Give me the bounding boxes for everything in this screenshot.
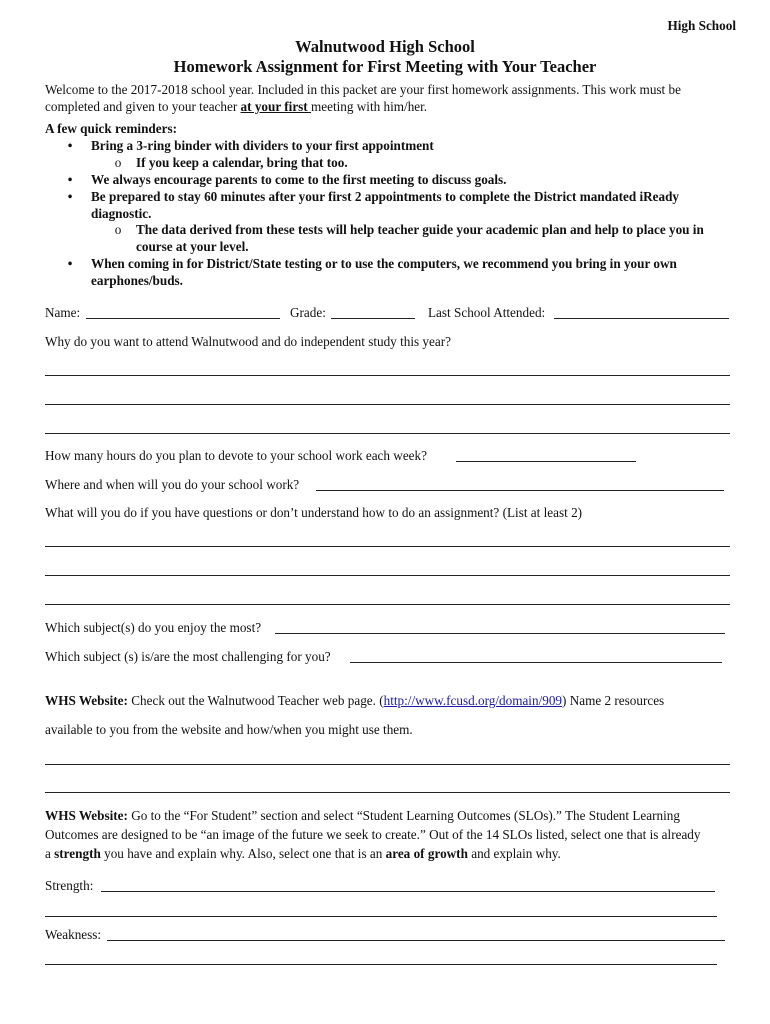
reminders-heading: A few quick reminders: <box>45 121 177 136</box>
website-label: WHS Website: <box>45 693 128 708</box>
name-label: Name: <box>45 305 81 320</box>
reminder-parents: We always encourage parents to come to the first meeting to discuss goals. <box>91 172 507 187</box>
page-subtitle: Homework Assignment for First Meeting with Your Teacher <box>173 57 597 76</box>
answer-line[interactable] <box>45 575 730 576</box>
question-hours: How many hours do you plan to devote to your school work each week? <box>45 448 427 463</box>
website-text: Check out the Walnutwood Teacher web page. ( <box>127 693 384 708</box>
answer-line[interactable] <box>45 604 730 605</box>
website-text: Go to the “For Student” section and select “Student Learning Outcomes (SLOs).” The Student Learning <box>127 808 680 823</box>
name-field[interactable] <box>86 318 280 319</box>
reminder-earphones-line2: earphones/buds. <box>91 273 183 288</box>
answer-line[interactable] <box>45 404 730 405</box>
challenging-field[interactable] <box>350 662 722 663</box>
bullet-icon: • <box>67 189 73 204</box>
answer-line[interactable] <box>45 546 730 547</box>
question-challenging: Which subject (s) is/are the most challenging for you? <box>45 649 331 664</box>
website-instructions-2-line2: Outcomes are designed to be “an image of the future we seek to create.” Out of the 14 SLOs listed, select one that is already <box>45 827 701 842</box>
reminder-iready-line1: Be prepared to stay 60 minutes after your first 2 appointments to complete the District mandated iReady <box>91 189 680 204</box>
strength-label: Strength: <box>45 878 94 893</box>
reminder-earphones-line1: When coming in for District/State testing or to use the computers, we recommend you bring in your own <box>91 256 677 271</box>
last-school-field[interactable] <box>554 318 729 319</box>
question-why-attend: Why do you want to attend Walnutwood and do independent study this year? <box>45 334 451 349</box>
weakness-label: Weakness: <box>45 927 102 942</box>
answer-line[interactable] <box>45 375 730 376</box>
bullet-icon: • <box>67 172 73 187</box>
enjoy-field[interactable] <box>275 633 725 634</box>
strength-field[interactable] <box>101 891 715 892</box>
sub-bullet-icon: o <box>114 222 122 237</box>
question-help: What will you do if you have questions or don’t understand how to do an assignment? (List at least 2) <box>45 505 583 520</box>
last-school-label: Last School Attended: <box>428 305 546 320</box>
website-instructions-2-line3 <box>45 846 561 863</box>
corner-label: High School <box>667 18 736 33</box>
weakness-field[interactable] <box>107 940 725 941</box>
question-where-when: Where and when will you do your school work? <box>45 477 300 492</box>
slo-text: and explain why. <box>467 846 561 861</box>
answer-line[interactable] <box>45 792 730 793</box>
intro-line-2 <box>45 99 427 116</box>
reminder-calendar: If you keep a calendar, bring that too. <box>136 155 348 170</box>
website-label: WHS Website: <box>45 808 128 823</box>
question-enjoy: Which subject(s) do you enjoy the most? <box>45 620 262 635</box>
hours-field[interactable] <box>456 461 636 462</box>
website-instructions-1 <box>45 693 664 710</box>
bullet-icon: • <box>67 138 73 153</box>
website-instructions-2-line1 <box>45 808 680 825</box>
bullet-icon: • <box>67 256 73 271</box>
answer-line[interactable] <box>45 916 717 917</box>
grade-label: Grade: <box>290 305 326 320</box>
intro-text-end: meeting with him/her. <box>311 99 428 114</box>
reminder-iready-line2: diagnostic. <box>91 206 152 221</box>
answer-line[interactable] <box>45 764 730 765</box>
strength-emphasis: strength <box>54 846 101 861</box>
website-text-end: ) Name 2 resources <box>562 693 665 708</box>
intro-emphasis: at your first <box>240 99 311 114</box>
reminder-data-line2: course at your level. <box>136 239 249 254</box>
website-link[interactable]: http://www.fcusd.org/domain/909 <box>383 693 563 708</box>
answer-line[interactable] <box>45 964 717 965</box>
sub-bullet-icon: o <box>114 155 122 170</box>
reminder-data-line1: The data derived from these tests will help teacher guide your academic plan and help to place you in <box>136 222 704 237</box>
where-when-field[interactable] <box>316 490 724 491</box>
slo-text: a <box>45 846 55 861</box>
answer-line[interactable] <box>45 433 730 434</box>
reminder-binder: Bring a 3-ring binder with dividers to your first appointment <box>91 138 434 153</box>
slo-text: you have and explain why. Also, select one that is an <box>100 846 386 861</box>
page-title: Walnutwood High School <box>295 37 475 56</box>
growth-emphasis: area of growth <box>385 846 468 861</box>
website-instructions-1-line2: available to you from the website and how/when you might use them. <box>45 722 413 737</box>
grade-field[interactable] <box>331 318 415 319</box>
intro-line-1: Welcome to the 2017-2018 school year. Included in this packet are your first homework assignments. This work must be <box>45 82 681 97</box>
intro-text: completed and given to your teacher <box>45 99 241 114</box>
